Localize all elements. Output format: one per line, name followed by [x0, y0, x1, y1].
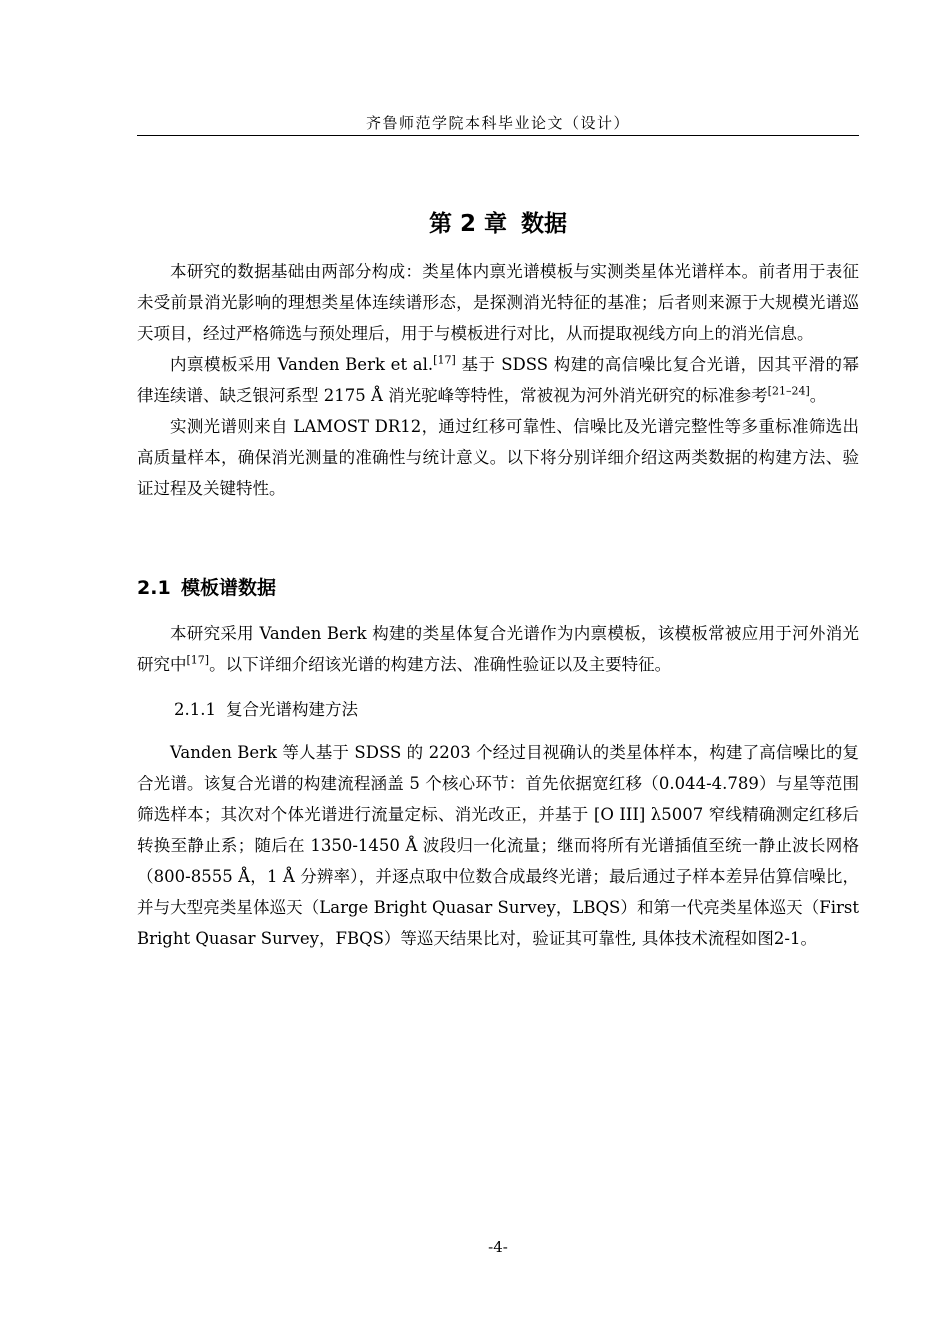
section-heading-2-1 — [137, 573, 276, 600]
intro-p2-text-a: 内禀模板采用 Vanden Berk et al. — [170, 355, 434, 374]
section-2-1-paragraph — [137, 618, 859, 680]
header-rule — [137, 135, 859, 136]
page-number: -4- — [488, 1238, 508, 1256]
intro-p2-text-b: 基于 SDSS 构建的高信噪比复合光谱，因其平滑的幂律连续谱、缺乏银河系型 2175 Å 消光驼峰等特性，常被视为河外消光研究的标准参考 — [137, 355, 859, 405]
running-header: 齐鲁师范学院本科毕业论文（设计） — [365, 114, 630, 132]
intro-paragraph-1: 本研究的数据基础由两部分构成：类星体内禀光谱模板与实测类星体光谱样本。前者用于表征未受前景消光影响的理想类星体连续谱形态，是探测消光特征的基准；后者则来源于大规模光谱巡天项目，经过严格筛选与预处理后，用于与模板进行对比，从而提取视线方向上的消光信息。 — [137, 262, 859, 343]
citation-17: [17] — [433, 353, 456, 367]
section-2-1-body — [137, 618, 859, 680]
intro-paragraph-3: 实测光谱则来自 LAMOST DR12，通过红移可靠性、信噪比及光谱完整性等多重标准筛选出高质量样本，确保消光测量的准确性与统计意义。以下将分别详细介绍这两类数据的构建方法、验证过程及关键特性。 — [137, 417, 859, 498]
chapter-title — [137, 205, 859, 238]
subsection-heading-2-1-1 — [174, 696, 358, 720]
subsection-2-1-1-body — [137, 737, 859, 954]
subsection-name: 复合光谱构建方法 — [226, 700, 358, 719]
chapter-intro — [137, 256, 859, 504]
citation-21-24: [21–24] — [767, 384, 810, 398]
section-number: 2.1 — [137, 577, 171, 599]
subsection-2-1-1-paragraph: Vanden Berk 等人基于 SDSS 的 2203 个经过目视确认的类星体样本，构建了高信噪比的复合光谱。该复合光谱的构建流程涵盖 5 个核心环节：首先依据宽红移（0.044-4.789）与星等范围筛选样本；其次对个体光谱进行流量定标、消光改正，并基于 [O III] λ5007 窄线精确测定红移后转换至静止系；随后在 1350-1450 Å 波段归一化流量；继而将所有光谱插值至统一静止波长网格（800-8555 Å，1 Å 分辨率），并逐点取中位数合成最终光谱；最后通过子样本差异估算信噪比，并与大型亮类星体巡天（Large Bright Quasar Survey，LBQS）和第一代亮类星体巡天（First Bright Quasar Survey，FBQS）等巡天结果比对，验证其可靠性, 具体技术流程如图2-1。 — [137, 743, 859, 948]
section-2-1-text-a: 本研究采用 Vanden Berk 构建的类星体复合光谱作为内禀模板，该模板常被应用于河外消光研究中 — [137, 624, 859, 674]
subsection-number: 2.1.1 — [174, 700, 216, 719]
chapter-name: 数据 — [521, 211, 568, 237]
chapter-number: 第 2 章 — [428, 211, 508, 237]
intro-paragraph-2 — [137, 349, 859, 411]
intro-p2-text-c: 。 — [809, 386, 827, 405]
section-2-1-text-b: 。以下详细介绍该光谱的构建方法、准确性验证以及主要特征。 — [209, 655, 672, 674]
section-name: 模板谱数据 — [181, 577, 277, 599]
citation-17: [17] — [186, 653, 210, 667]
